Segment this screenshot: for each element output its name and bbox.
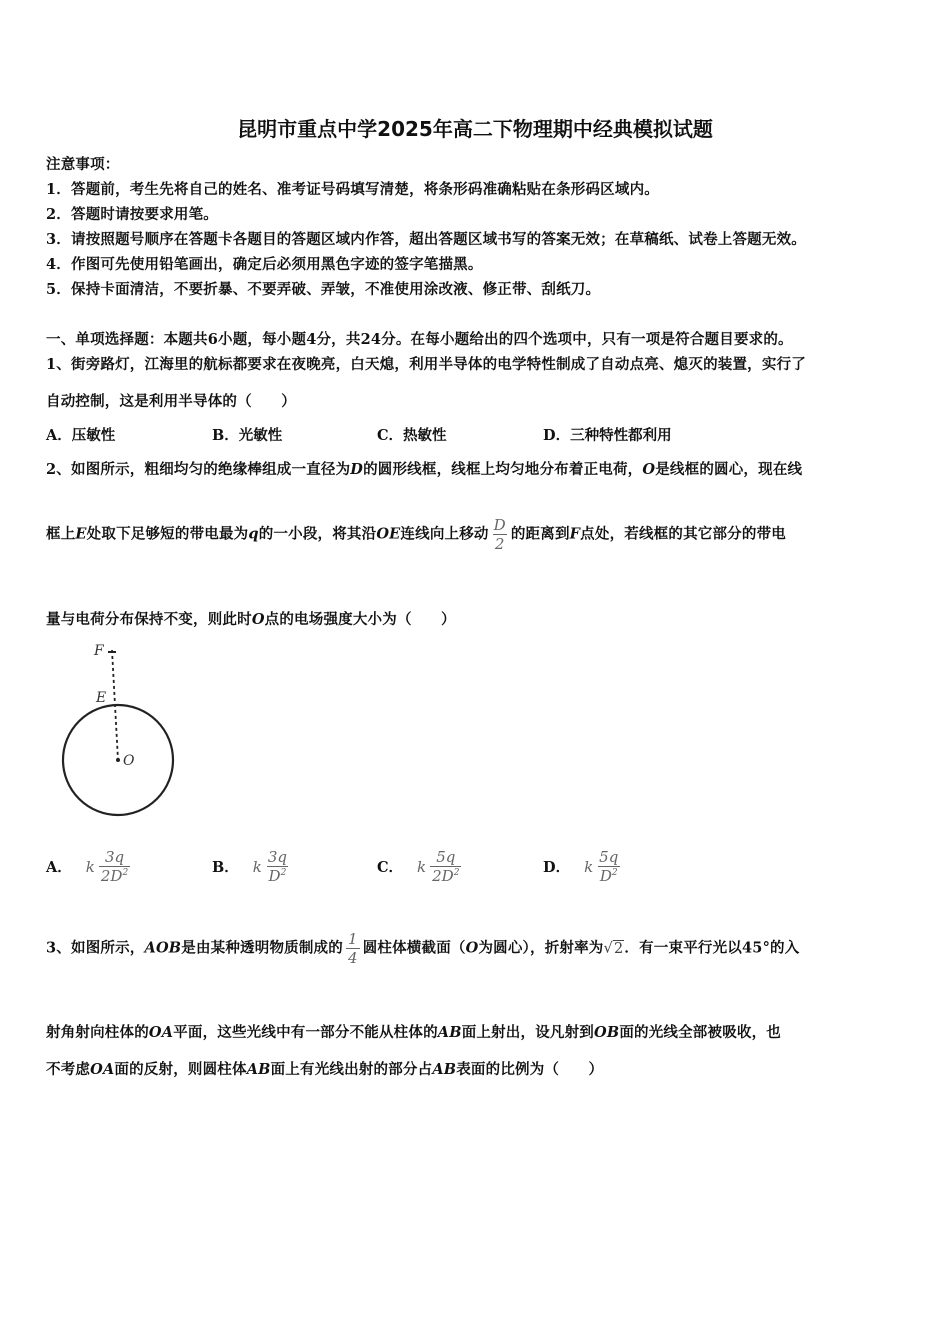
q3-sqrt-2: √2 bbox=[603, 940, 624, 957]
q2-option-b: B． k $\frac{3q}{D^2}$ bbox=[212, 848, 288, 885]
q3-stem-line3: 不考虑OA面的反射，则圆柱体AB面上有光线出射的部分占AB表面的比例为（ ） bbox=[46, 1061, 604, 1078]
notice-item-2: 2．答题时请按要求用笔。 bbox=[46, 206, 218, 223]
label-f: F bbox=[94, 643, 104, 659]
q2-stem-line1: 2、如图所示，粗细均匀的绝缘棒组成一直径为D的圆形线框，线框上均匀地分布着正电荷，O是线框的圆心，现在线 bbox=[46, 461, 803, 478]
q2-option-c: C． k $\frac{5q}{2D^2}$ bbox=[377, 848, 460, 885]
q1-option-a: A．压敏性 bbox=[46, 427, 116, 444]
q1-option-b: B．光敏性 bbox=[212, 427, 283, 444]
section-heading: 一、单项选择题：本题共6小题，每小题4分，共24分。在每小题给出的四个选项中，只有一项是符合题目要求的。 bbox=[46, 331, 793, 348]
notice-heading: 注意事项： bbox=[46, 156, 120, 173]
label-o: O bbox=[123, 753, 135, 769]
q1-stem-line2: 自动控制，这是利用半导体的（ ） bbox=[46, 393, 296, 410]
center-point bbox=[116, 758, 120, 762]
notice-item-3: 3．请按照题号顺序在答题卡各题目的答题区域内作答，超出答题区域书写的答案无效；在草稿纸、试卷上答题无效。 bbox=[46, 231, 806, 248]
page-title: 昆明市重点中学2025年高二下物理期中经典模拟试题 bbox=[237, 117, 713, 141]
notice-item-1: 1．答题前，考生先将自己的姓名、准考证号码填写清楚，将条形码准确粘贴在条形码区域内。 bbox=[46, 181, 659, 198]
notice-item-5: 5．保持卡面清洁，不要折暴、不要弄破、弄皱，不准使用涂改液、修正带、刮纸刀。 bbox=[46, 281, 601, 298]
q2-circle-figure bbox=[50, 638, 190, 818]
q1-option-c: C．热敏性 bbox=[377, 427, 447, 444]
q3-fraction-1-over-4: $\frac{1}{4}$ bbox=[347, 930, 358, 967]
q3-stem-line1: 3、如图所示，AOB是由某种透明物质制成的 $\frac{1}{4}$ 圆柱体横截面（O为圆心），折射率为√2．有一束平行光以45°的入 bbox=[46, 930, 800, 967]
q3-stem-line2: 射角射向柱体的OA平面，这些光线中有一部分不能从柱体的AB面上射出，设凡射到OB面的光线全部被吸收，也 bbox=[46, 1024, 782, 1041]
q2-option-a: A． k $\frac{3q}{2D^2}$ bbox=[46, 848, 129, 885]
q2-stem-line2: 框上E处取下足够短的带电最为q的一小段，将其沿OE连线向上移动 $\frac{D}{2}$ 的距离到F点处，若线框的其它部分的带电 bbox=[46, 516, 786, 553]
q2-option-d: D． k $\frac{5q}{D^2}$ bbox=[543, 848, 619, 885]
q1-option-d: D．三种特性都利用 bbox=[543, 427, 672, 444]
label-e: E bbox=[96, 690, 107, 706]
q1-stem-line1: 1、街旁路灯，江海里的航标都要求在夜晚亮，白天熄，利用半导体的电学特性制成了自动点亮、熄灭的装置，实行了 bbox=[46, 356, 806, 373]
notice-item-4: 4．作图可先使用铅笔画出，确定后必须用黑色字迹的签字笔描黑。 bbox=[46, 256, 483, 273]
q2-fraction-d-over-2: $\frac{D}{2}$ bbox=[493, 516, 506, 553]
q2-stem-line3: 量与电荷分布保持不变，则此时O点的电场强度大小为（ ） bbox=[46, 611, 456, 628]
